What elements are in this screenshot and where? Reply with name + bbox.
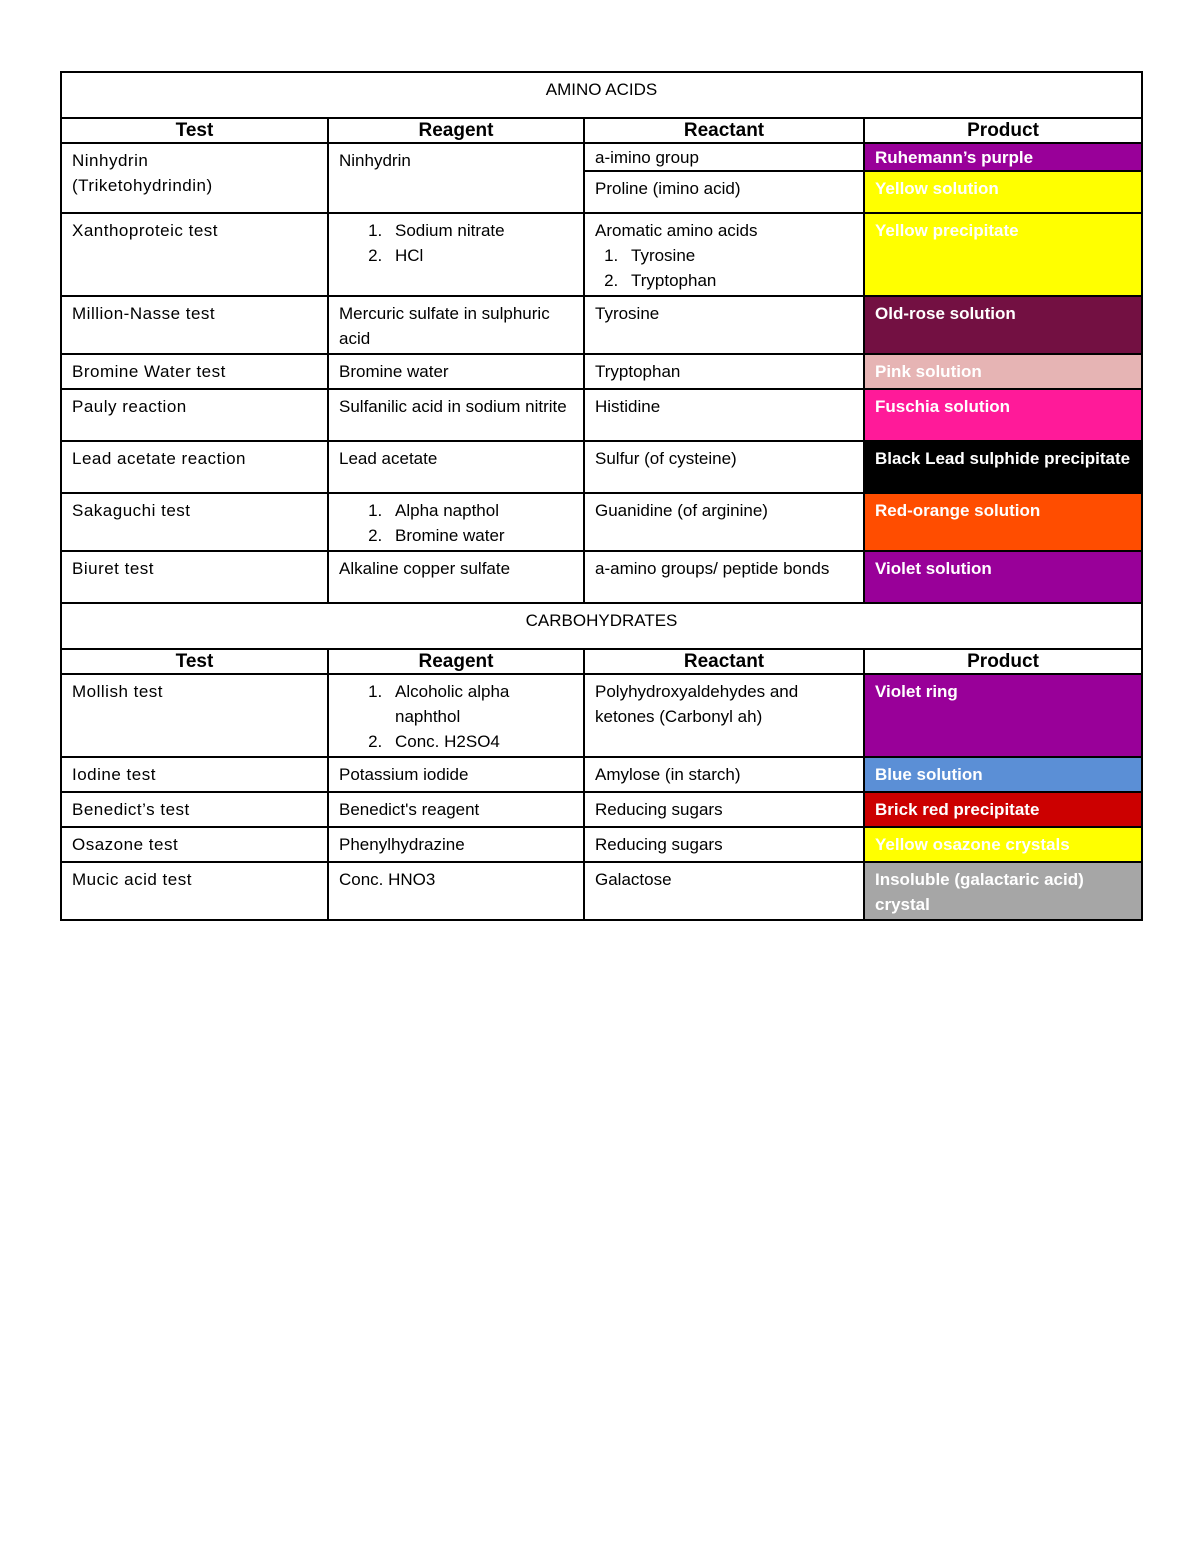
list-item: 2. Conc. H2SO4 xyxy=(387,729,573,754)
test-name-pauly: Pauly reaction xyxy=(61,389,328,441)
header-reactant: Reactant xyxy=(584,649,864,674)
reagent-benedict: Benedict's reagent xyxy=(328,792,584,827)
reagent-million-nasse: Mercuric sulfate in sulphuric acid xyxy=(328,296,584,354)
tests-table xyxy=(60,71,1143,921)
reagent-list xyxy=(339,218,573,268)
list-item: 1. Alcoholic alpha naphthol xyxy=(387,679,573,729)
reagent-iodine: Potassium iodide xyxy=(328,757,584,792)
list-item: 2. Tryptophan xyxy=(623,268,853,293)
reactant-mucic-acid: Galactose xyxy=(584,862,864,920)
table-row-lead-acetate xyxy=(61,441,1142,493)
product-ruhemanns-purple: Ruhemann’s purple xyxy=(864,143,1142,171)
test-name-biuret: Biuret test xyxy=(61,551,328,603)
amino-section-title: AMINO ACIDS xyxy=(61,72,1142,118)
reagent-mucic-acid: Conc. HNO3 xyxy=(328,862,584,920)
test-name-iodine: Iodine test xyxy=(61,757,328,792)
reactant-list xyxy=(595,243,853,293)
test-name-benedict: Benedict’s test xyxy=(61,792,328,827)
product-blue-solution: Blue solution xyxy=(864,757,1142,792)
reagent-biuret: Alkaline copper sulfate xyxy=(328,551,584,603)
product-yellow-solution: Yellow solution xyxy=(864,171,1142,213)
product-old-rose-solution: Old-rose solution xyxy=(864,296,1142,354)
header-reagent: Reagent xyxy=(328,649,584,674)
list-item: 1. Alpha napthol xyxy=(387,498,573,523)
test-name-ninhydrin xyxy=(61,143,328,213)
reagent-mollish xyxy=(328,674,584,757)
reagent-lead-acetate: Lead acetate xyxy=(328,441,584,493)
reactant-million-nasse: Tyrosine xyxy=(584,296,864,354)
carbs-header-row xyxy=(61,649,1142,674)
product-yellow-osazone-crystals: Yellow osazone crystals xyxy=(864,827,1142,862)
reagent-list xyxy=(339,679,573,754)
test-name-million-nasse: Million-Nasse test xyxy=(61,296,328,354)
reagent-list xyxy=(339,498,573,548)
table-row-mucic-acid xyxy=(61,862,1142,920)
test-name-osazone: Osazone test xyxy=(61,827,328,862)
reactant-xanthoproteic xyxy=(584,213,864,296)
table-row-ninhydrin xyxy=(61,143,1142,171)
test-name-lead-acetate: Lead acetate reaction xyxy=(61,441,328,493)
header-reactant: Reactant xyxy=(584,118,864,143)
product-brick-red-precipitate: Brick red precipitate xyxy=(864,792,1142,827)
header-product: Product xyxy=(864,649,1142,674)
table-row-iodine xyxy=(61,757,1142,792)
carbs-title-row xyxy=(61,603,1142,649)
reagent-ninhydrin: Ninhydrin xyxy=(328,143,584,213)
reactant-biuret: a-amino groups/ peptide bonds xyxy=(584,551,864,603)
reagent-osazone: Phenylhydrazine xyxy=(328,827,584,862)
product-fuschia-solution: Fuschia solution xyxy=(864,389,1142,441)
table-row-pauly xyxy=(61,389,1142,441)
test-name-bromine-water: Bromine Water test xyxy=(61,354,328,389)
header-reagent: Reagent xyxy=(328,118,584,143)
reactant-label: Aromatic amino acids xyxy=(595,221,758,240)
reactant-pauly: Histidine xyxy=(584,389,864,441)
reactant-imino-group: a-imino group xyxy=(584,143,864,171)
reactant-iodine: Amylose (in starch) xyxy=(584,757,864,792)
reagent-sakaguchi xyxy=(328,493,584,551)
header-product: Product xyxy=(864,118,1142,143)
product-black-lead-sulphide: Black Lead sulphide precipitate xyxy=(864,441,1142,493)
product-pink-solution: Pink solution xyxy=(864,354,1142,389)
test-name-line: Ninhydrin xyxy=(72,151,149,170)
reactant-proline: Proline (imino acid) xyxy=(584,171,864,213)
amino-header-row xyxy=(61,118,1142,143)
table-row-benedict xyxy=(61,792,1142,827)
test-name-line: (Triketohydrindin) xyxy=(72,176,213,195)
list-item: 1. Sodium nitrate xyxy=(387,218,573,243)
product-insoluble-crystal: Insoluble (galactaric acid) crystal xyxy=(864,862,1142,920)
table-row-bromine-water xyxy=(61,354,1142,389)
list-item: 2. HCl xyxy=(387,243,573,268)
test-name-mucic-acid: Mucic acid test xyxy=(61,862,328,920)
reagent-bromine-water: Bromine water xyxy=(328,354,584,389)
table-row-biuret xyxy=(61,551,1142,603)
table-row-osazone xyxy=(61,827,1142,862)
product-violet-ring: Violet ring xyxy=(864,674,1142,757)
table-row-million-nasse xyxy=(61,296,1142,354)
test-name-xanthoproteic: Xanthoproteic test xyxy=(61,213,328,296)
reactant-mollish: Polyhydroxyaldehydes and ketones (Carbonyl ah) xyxy=(584,674,864,757)
header-test: Test xyxy=(61,649,328,674)
reagent-pauly: Sulfanilic acid in sodium nitrite xyxy=(328,389,584,441)
product-violet-solution: Violet solution xyxy=(864,551,1142,603)
carbs-section-title: CARBOHYDRATES xyxy=(61,603,1142,649)
reactant-osazone: Reducing sugars xyxy=(584,827,864,862)
reactant-benedict: Reducing sugars xyxy=(584,792,864,827)
list-item: 2. Bromine water xyxy=(387,523,573,548)
header-test: Test xyxy=(61,118,328,143)
reagent-xanthoproteic xyxy=(328,213,584,296)
test-name-sakaguchi: Sakaguchi test xyxy=(61,493,328,551)
product-yellow-precipitate: Yellow precipitate xyxy=(864,213,1142,296)
table-row-mollish xyxy=(61,674,1142,757)
list-item: 1. Tyrosine xyxy=(623,243,853,268)
table-row-sakaguchi xyxy=(61,493,1142,551)
product-red-orange-solution: Red-orange solution xyxy=(864,493,1142,551)
reactant-sakaguchi: Guanidine (of arginine) xyxy=(584,493,864,551)
amino-title-row xyxy=(61,72,1142,118)
reactant-lead-acetate: Sulfur (of cysteine) xyxy=(584,441,864,493)
reactant-bromine-water: Tryptophan xyxy=(584,354,864,389)
table-row-xanthoproteic xyxy=(61,213,1142,296)
test-name-mollish: Mollish test xyxy=(61,674,328,757)
